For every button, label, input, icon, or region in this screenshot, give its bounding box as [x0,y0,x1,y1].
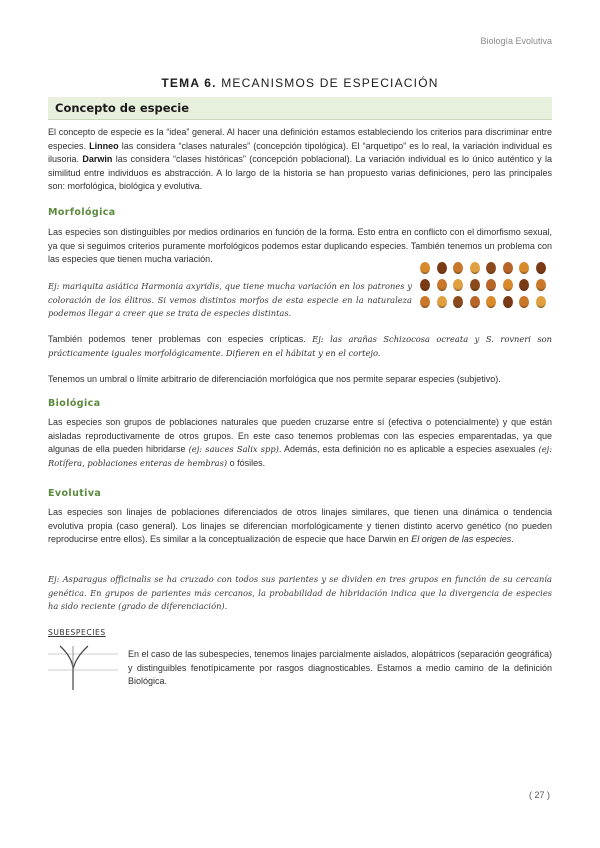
example-text-1: Ej: mariquita asiática [48,281,142,291]
ladybug-morph [470,296,480,308]
ladybug-morph [536,279,546,291]
intro-text-2: las considera “clases naturales” (concepción tipológica). El “arquetipo” es lo real, la variación individual es ilusoria. [48,140,552,165]
evolutiva-text-2: . [511,534,514,545]
ladybug-morphs-image [420,262,552,314]
biologica-text-2: . Además, esta definición no es aplicable a especies asexuales [278,444,539,455]
intro-text-3: las considera “clases históricas” (concepción poblacional). La variación individual es lo único auténtico y la similitud entre individuos es abstracción. A lo largo de la historia se han propuesto varias definiciones, pero las principales son: morfológica, biológica y evolutiva. [48,154,552,192]
biologica-text-3: o fósiles. [227,457,266,468]
ladybug-morph [420,296,430,308]
evolutiva-paragraph [48,506,552,547]
morfologica-example [48,280,412,321]
title-text: MECANISMOS DE ESPECIACIÓN [221,76,439,90]
title-number: TEMA 6. [161,76,217,90]
cryptic-hw-1: Ej: las arañas [312,334,384,344]
ladybug-morph [470,279,480,291]
evolutiva-example-text-2: se ha cruzado con todos sus parientes y se dividen en tres grupos en función de su cercanía genética. En grupos de parientes más cercanos, la probabilidad de hibridación indica que la divergencia de especies ha sido reciente (grado de diferenciación). [48,574,552,612]
biologica-text-1: Las especies son grupos de poblaciones naturales que pueden cruzarse entre sí (efectiva o potencialmente) y que están aisladas reproductivamente de otros grupos. En este caso tenemos problemas con las especies emparentadas, ya que algunas de ella pueden hibridarse [48,417,552,455]
ladybug-morph [453,262,463,274]
biologica-heading: Biológica [48,398,101,409]
cryptic-text: También podemos tener problemas con especies crípticas. [48,334,313,344]
ladybug-morph [503,296,513,308]
ladybug-morph [453,279,463,291]
morfologica-paragraph-2 [48,333,552,360]
biologica-salix: Salix spp [236,444,276,455]
subespecies-paragraph: En el caso de las subespecies, tenemos linajes parcialmente aislados, alopátricos (separación geográfica) y distinguibles fenotípicamente por rasgos diagnosticables. Estamos a medio camino de la definición Biológica. [128,649,552,687]
lineage-tree-diagram [48,644,118,690]
ladybug-morph [437,296,447,308]
intro-paragraph [48,126,552,194]
cryptic-hw-3: son prácticamente iguales morfológicamente. Difieren en el hábitat y en el cortejo. [48,334,553,358]
evolutiva-example-species: Asparagus officinalis [62,574,151,584]
example-text-2: , que tiene mucha variación en los patrones y coloración de los élitros. Si vemos distintos morfos de esta especie en la naturaleza podemos llegar a creer que se trata de especies distintas. [48,281,412,319]
ladybug-morph [536,296,546,308]
cryptic-species-1: Schizocosa ocreata [383,334,469,344]
section-heading: Concepto de especie [55,101,190,115]
ladybug-morph [486,262,496,274]
evolutiva-text-1: Las especies son linajes de poblaciones diferenciados de otros linajes similares, que tienen una dinámica o tendencia evolutiva propia (caso general). Los linajes se diferencian morfológicamente y tienen distinto acervo genético (no pueden reproducirse entre ellos). Es similar a la conceptualización de especie que hace Darwin en [48,507,552,545]
ladybug-morph [503,279,513,291]
ladybug-morph [470,262,480,274]
cryptic-hw-2: y [468,334,486,344]
ladybug-morph [437,279,447,291]
intro-text-1: El concepto de especie es la “idea” general. Al hacer una definición estamos estableciendo los criterios para discriminar entre especies. [48,127,552,151]
course-header: Biología Evolutiva [480,36,552,46]
example-species: Harmonia axyridis [141,281,220,291]
biologica-hw-3: (ej: Rotífera, poblaciones enteras de hembras) [48,444,552,468]
intro-darwin: Darwin [82,154,113,165]
ladybug-morph [453,296,463,308]
biologica-hw-2: ) [275,444,279,455]
evolutiva-example-text-1: Ej: [48,574,63,584]
morfologica-paragraph-3: Tenemos un umbral o límite arbitrario de diferenciación morfológica que nos permite separar especies (subjetivo). [48,374,501,384]
morfologica-heading: Morfológica [48,207,116,218]
ladybug-morph [437,262,447,274]
ladybug-morph [503,262,513,274]
biologica-hw-1: (ej: sauces [188,444,237,455]
ladybug-morph [519,262,529,274]
evolutiva-heading: Evolutiva [48,488,102,499]
evolutiva-book-title: El origen de las especies [411,534,512,545]
cryptic-species-2: S. rovneri [485,334,531,344]
morfologica-paragraph-1: Las especies son distinguibles por medios ordinarios en función de la forma. Esto entra en conflicto con el dimorfismo sexual, ya que si seguimos criterios puramente morfológicos podemos estar duplicando especies. También tenemos un problema con las especies que tienen mucha variación. [48,227,552,265]
evolutiva-example [48,573,552,614]
ladybug-morph [486,296,496,308]
ladybug-morph [536,262,546,274]
ladybug-morph [519,296,529,308]
ladybug-morph [519,279,529,291]
page-title [0,76,600,90]
ladybug-morph [420,279,430,291]
ladybug-morph [420,262,430,274]
subespecies-heading: SUBESPECIES [48,628,106,637]
section-header-bar [48,97,552,120]
intro-linneo: Linneo [89,140,119,151]
page-number: ( 27 ) [528,790,550,800]
ladybug-morph [486,279,496,291]
biologica-paragraph [48,416,552,470]
